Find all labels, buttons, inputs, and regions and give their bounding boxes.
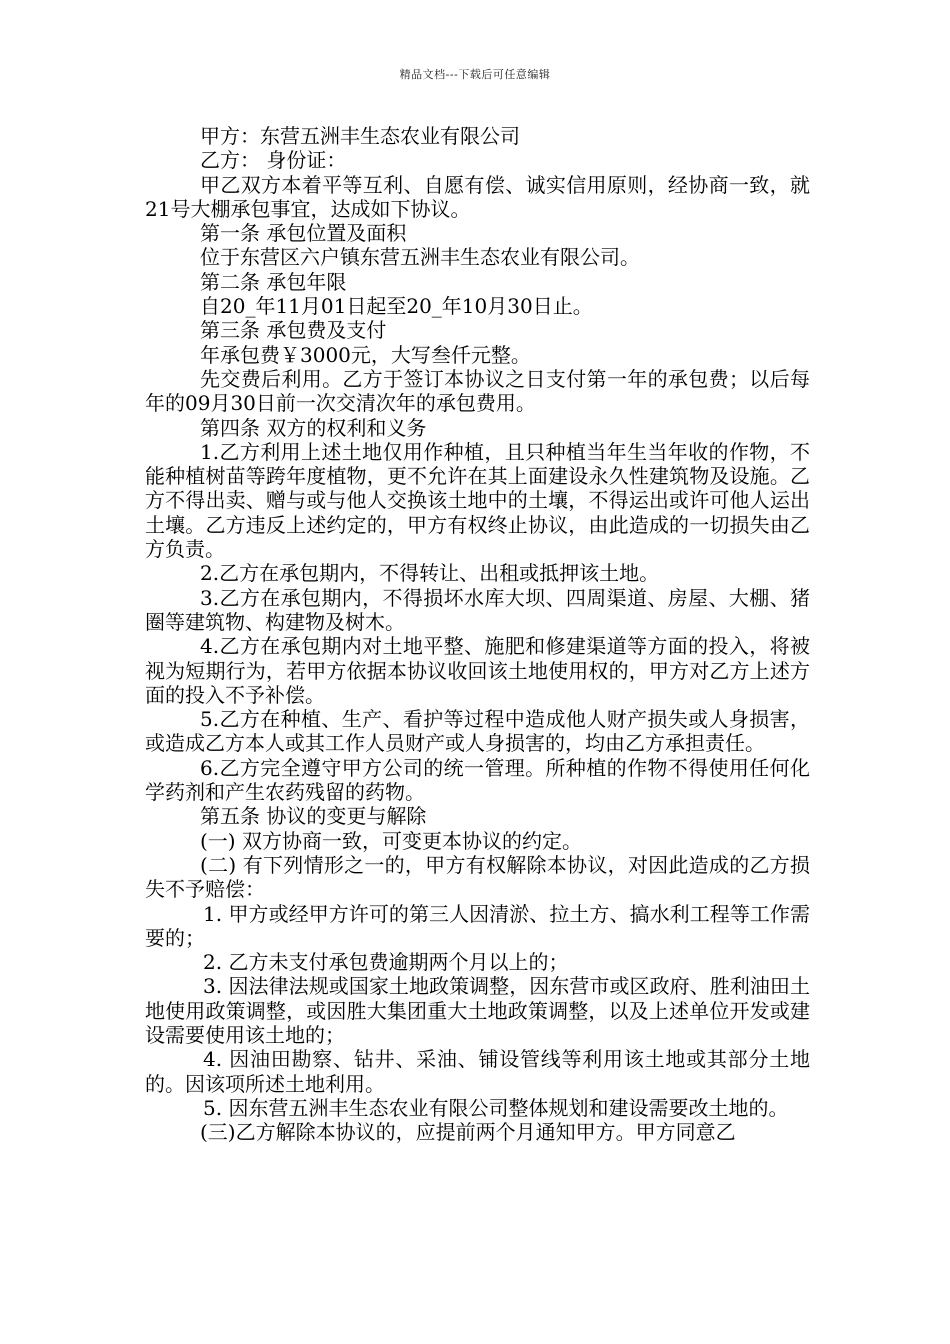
article-4-heading: 第四条 双方的权利和义务 — [200, 415, 427, 440]
article-4-item-4: 4.乙方在承包期内对土地平整、施肥和修建渠道等方面的投入，将被视为短期行为，若甲方依据本协议收回该土地使用权的，甲方对乙方上述方面的投入不予补偿。 — [145, 634, 810, 707]
article-5-case-4: 4. 因油田勘察、钻井、采油、铺设管线等利用该土地或其部分土地的。因该项所述土地利用。 — [145, 1047, 810, 1096]
article-3-payment: 先交费后利用。乙方于签订本协议之日支付第一年的承包费；以后每年的09月30日前一次交清次年的承包费用。 — [145, 366, 810, 416]
preamble-paragraph: 甲乙双方本着平等互利、自愿有偿、诚实信用原则，经协商一致，就21号大棚承包事宜，达成如下协议。 — [145, 172, 810, 221]
article-4-item-2: 2.乙方在承包期内，不得转让、出租或抵押该土地。 — [200, 561, 660, 586]
article-1-text: 位于东营区六户镇东营五洲丰生态农业有限公司。 — [200, 245, 640, 270]
article-5-case-2: 2. 乙方未支付承包费逾期两个月以上的； — [203, 950, 569, 975]
article-5-case-3: 3. 因法律法规或国家土地政策调整，因东营市或区政府、胜利油田土地使用政策调整，或因胜大集团重大土地政策调整，以及上述单位开发或建设需要使用该土地的； — [145, 974, 810, 1047]
party-b-line: 乙方： 身份证： — [200, 148, 347, 173]
article-5-heading: 第五条 协议的变更与解除 — [200, 804, 427, 829]
article-4-item-6: 6.乙方完全遵守甲方公司的统一管理。所种植的作物不得使用任何化学药剂和产生农药残留的药物。 — [145, 755, 810, 805]
article-3-heading: 第三条 承包费及支付 — [200, 318, 387, 343]
article-1-heading: 第一条 承包位置及面积 — [200, 221, 407, 246]
article-5-clause-1: (一) 双方协商一致，可变更本协议的约定。 — [200, 828, 582, 853]
article-5-clause-3: (三)乙方解除本协议的，应提前两个月通知甲方。甲方同意乙 — [200, 1120, 736, 1145]
article-5-clause-2: (二) 有下列情形之一的，甲方有权解除本协议，对因此造成的乙方损失不予赔偿： — [145, 852, 810, 902]
article-4-item-3: 3.乙方在承包期内，不得损坏水库大坝、四周渠道、房屋、大棚、猪圈等建筑物、构建物及树木。 — [145, 585, 810, 634]
article-2-text: 自20_年11月01日起至20_年10月30日止。 — [200, 294, 593, 319]
article-3-fee: 年承包费￥3000元，大写叁仟元整。 — [200, 342, 531, 367]
article-5-case-1: 1. 甲方或经甲方许可的第三人因清淤、拉土方、搞水利工程等工作需要的； — [145, 901, 810, 950]
article-2-heading: 第二条 承包年限 — [200, 269, 347, 294]
article-5-case-5: 5. 因东营五洲丰生态农业有限公司整体规划和建设需要改土地的。 — [203, 1095, 789, 1120]
page-header: 精品文档---下载后可任意编辑 — [399, 68, 551, 81]
party-a-line: 甲方：东营五洲丰生态农业有限公司 — [200, 124, 520, 148]
document-body — [145, 124, 810, 1144]
article-4-item-5: 5.乙方在种植、生产、看护等过程中造成他人财产损失或人身损害，或造成乙方本人或其工作人员财产或人身损害的，均由乙方承担责任。 — [145, 707, 810, 756]
article-4-item-1: 1.乙方利用上述土地仅用作种植，且只种植当年生当年收的作物，不能种植树苗等跨年度植物，更不允许在其上面建设永久性建筑物及设施。乙方不得出卖、赠与或与他人交换该土地中的土壤，不得运出或许可他人运出土壤。乙方违反上述约定的，甲方有权终止协议，由此造成的一切损失由乙方负责。 — [145, 439, 810, 562]
